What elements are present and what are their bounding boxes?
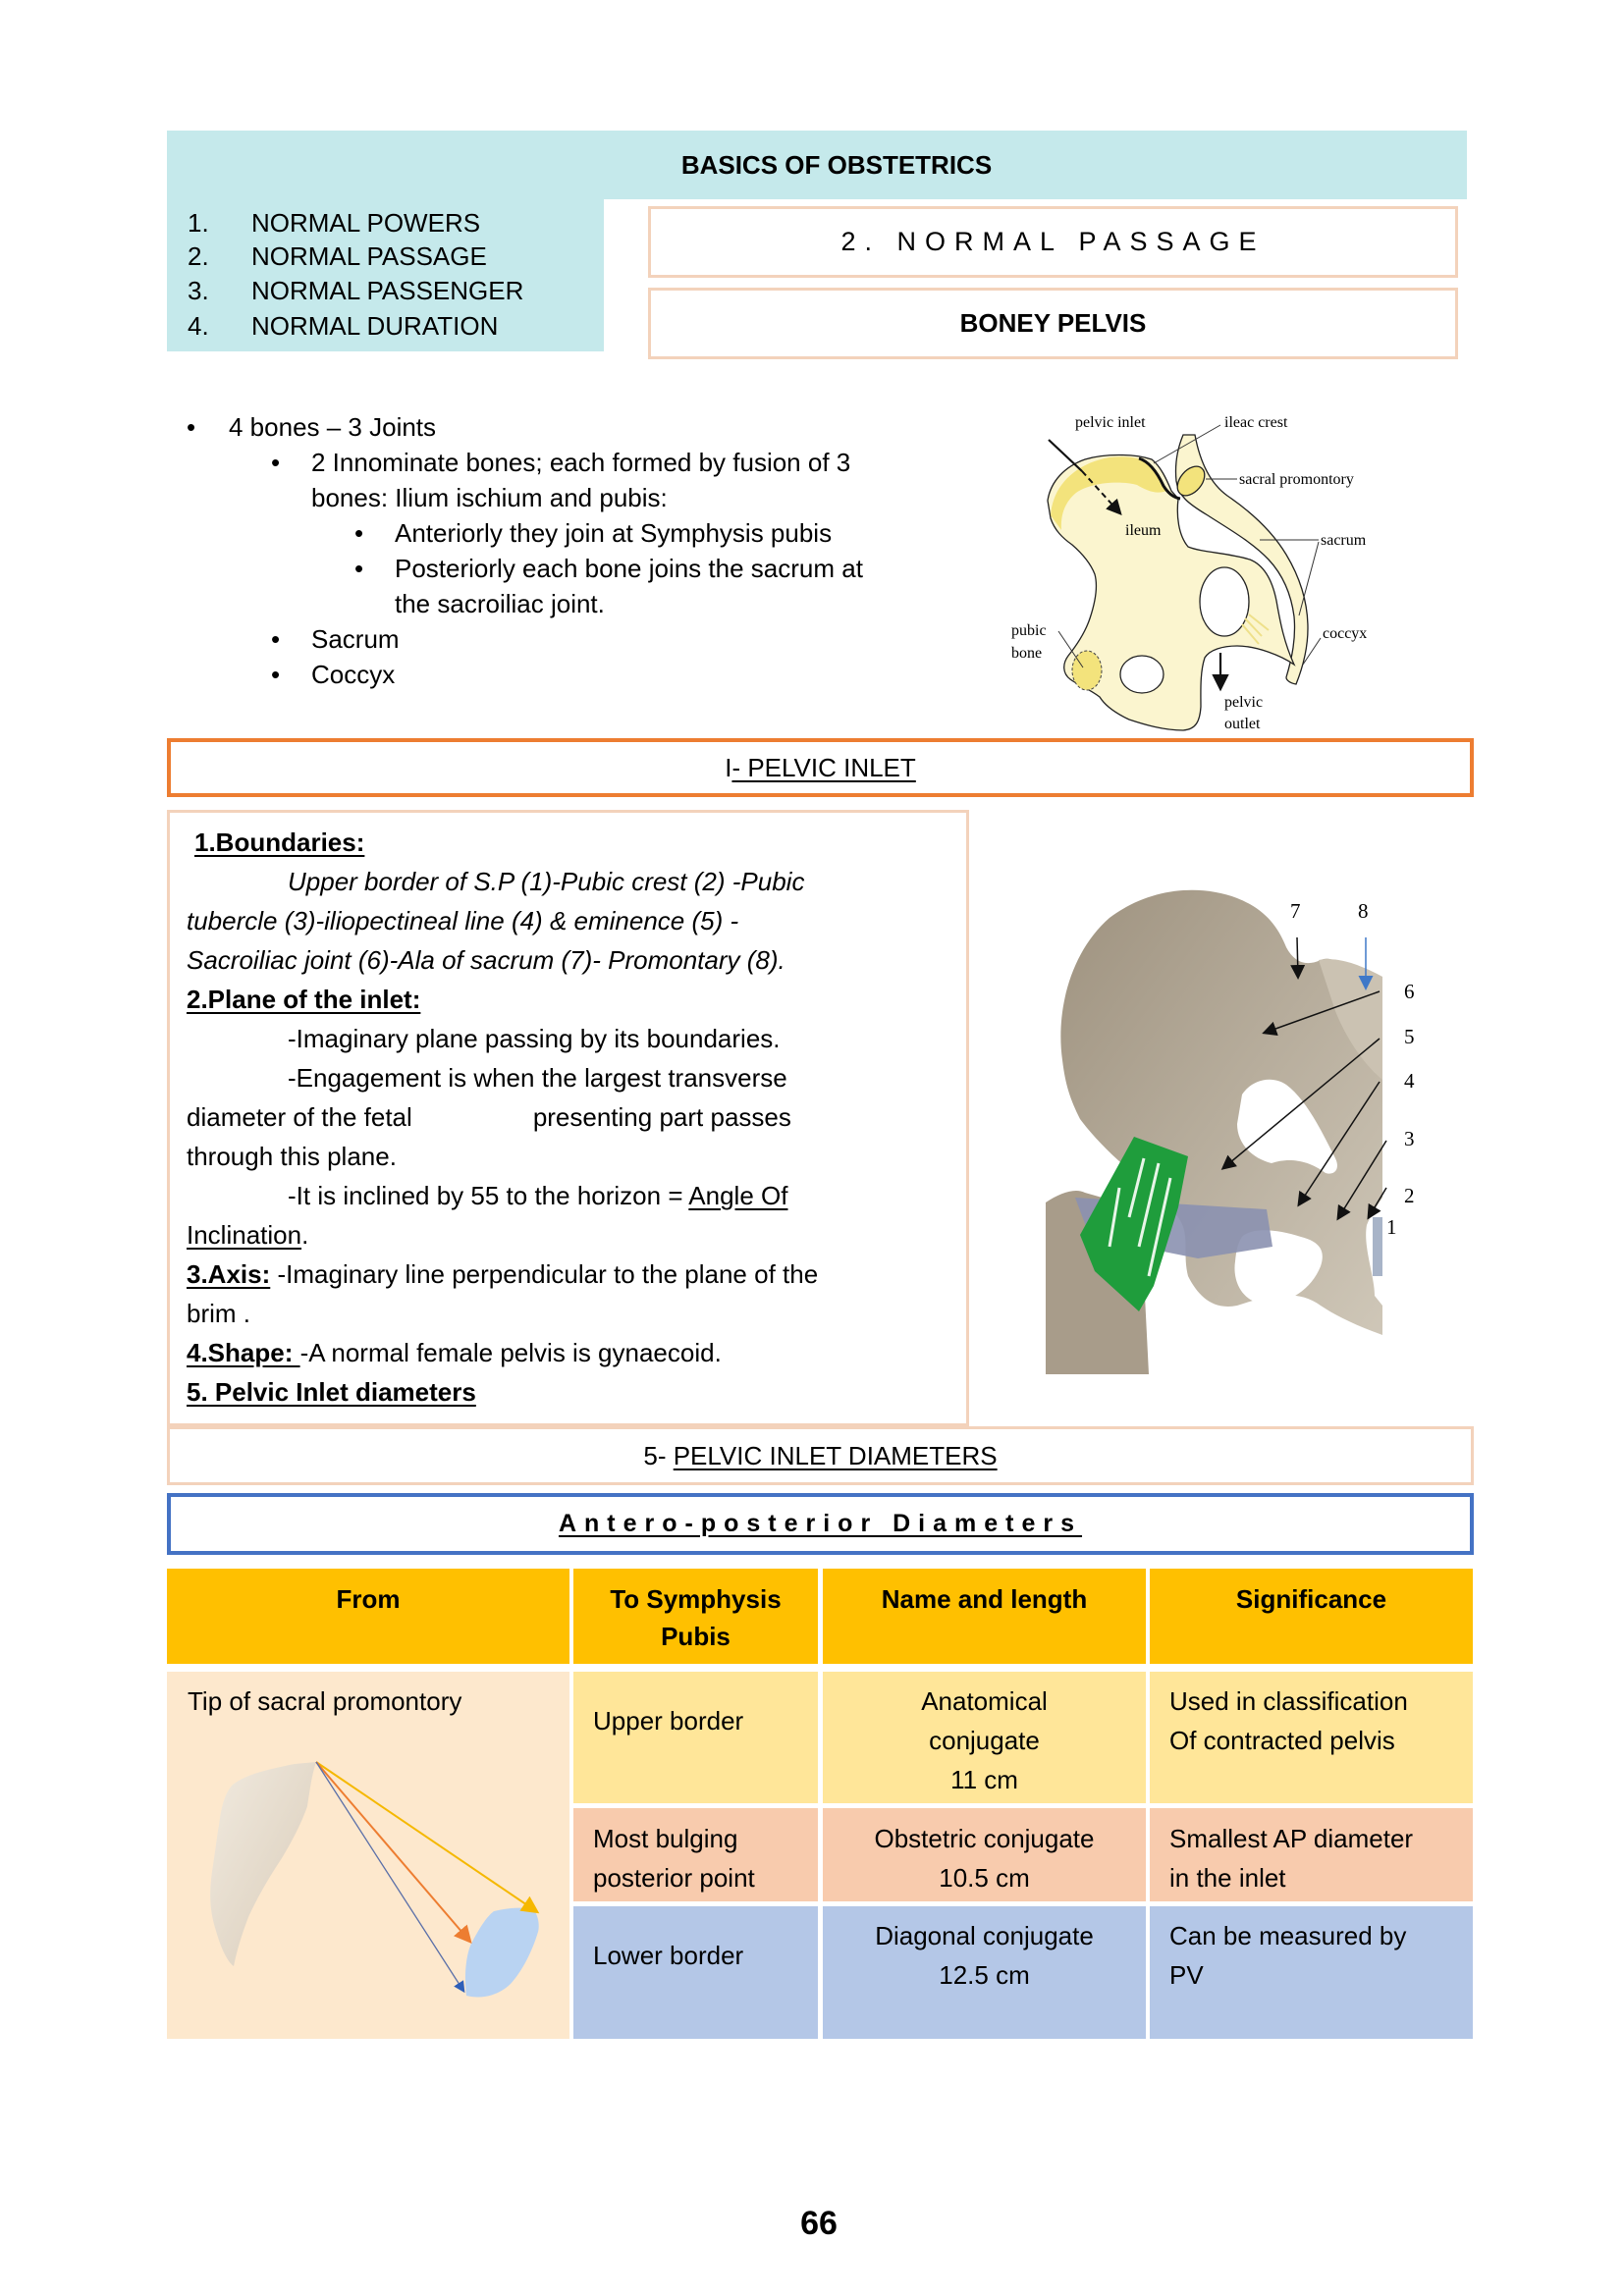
cell-line: Anatomical [921,1686,1048,1716]
cell-line: Most bulging [593,1824,738,1853]
boundaries-heading: 1.Boundaries: [194,828,365,857]
figure-label-1: 1 [1386,1215,1397,1239]
boundaries-line: Upper border of S.P (1)-Pubic crest (2) -Pubic [288,867,805,896]
sacrum-diameters-illustration [167,1672,569,2039]
cell-line: Used in classification [1169,1686,1408,1716]
cell-line: Obstetric conjugate [874,1824,1095,1853]
label-ileac-crest: ileac crest [1224,414,1288,431]
shape-heading: 4.Shape: [187,1338,300,1367]
pelvic-inlet-heading-box [167,738,1474,797]
label-pubic-bone: pubic [1011,622,1047,639]
bony-pelvis-bullets [167,409,972,704]
boundaries-line: Sacroiliac joint (6)-Ala of sacrum (7)- Promontary (8). [187,945,785,975]
hip-bone-anterior-figure [1041,864,1434,1384]
table-cell-to [573,1808,818,1901]
angle-of-inclination-term: Angle Of [688,1181,788,1210]
pelvic-inlet-details-box [167,810,969,1426]
cell-line: Can be measured by [1169,1921,1407,1950]
plane-line: -Imaginary plane passing by its boundaries. [288,1024,781,1053]
ap-diameters-heading-box [167,1493,1474,1555]
figure-label-8: 8 [1358,899,1369,923]
bullet-text: Coccyx [311,660,396,689]
punctuation: . [301,1220,309,1250]
pelvis-lateral-diagram [992,393,1404,746]
figure-label-6: 6 [1404,980,1415,1003]
table-cell-significance [1150,1906,1473,2039]
cell-line: 10.5 cm [939,1863,1030,1893]
figure-label-7: 7 [1290,899,1301,923]
boundaries-line: tubercle (3)-iliopectineal line (4) & eminence (5) - [187,906,739,935]
topic-label: NORMAL DURATION [251,311,499,341]
cell-line: 11 cm [950,1765,1018,1794]
bullet-icon: • [187,412,196,442]
table-cell-to [573,1672,818,1803]
diameters-heading: 5. Pelvic Inlet diameters [187,1377,476,1407]
table-cell-name [823,1808,1146,1901]
figure-label-4: 4 [1404,1069,1415,1093]
bullet-text: 2 Innominate bones; each formed by fusion of 3 [311,448,851,477]
table-cell-from [167,1672,569,2039]
topic-label: NORMAL PASSENGER [251,276,524,305]
figure-label-5: 5 [1404,1025,1415,1048]
label-pubic-bone: bone [1011,645,1043,662]
diameters-prefix: 5- [643,1440,674,1470]
ap-diameters-title: Antero-posterior Diameters [558,1510,1083,1537]
cell-line: Lower border [593,1941,744,1970]
topic-number: 3. [188,276,209,305]
table-header-to [573,1569,818,1664]
heading-prefix: I [725,752,732,782]
table-cell-name [823,1672,1146,1803]
cell-line: PV [1169,1960,1204,1990]
cell-line: Smallest AP diameter [1169,1824,1414,1853]
cell-line: posterior point [593,1863,755,1893]
plane-line: presenting part passes [532,1102,791,1132]
bullet-icon: • [271,660,281,689]
table-cell-name [823,1906,1146,2039]
plane-line: through this plane. [187,1142,397,1171]
axis-text: -Imaginary line perpendicular to the plane of the [270,1259,819,1289]
plane-heading: 2.Plane of the inlet: [187,985,421,1014]
label-pelvic-outlet: outlet [1224,716,1261,732]
subsection-title: BONEY PELVIS [959,308,1147,338]
diameters-section-box [167,1426,1474,1485]
pelvic-inlet-heading: - PELVIC INLET [731,752,916,782]
topic-label: NORMAL PASSAGE [251,241,487,271]
from-text: Tip of sacral promontory [188,1686,462,1716]
page-number: 66 [800,2205,838,2242]
bullet-text: 4 bones – 3 Joints [229,412,437,442]
bullet-icon: • [354,518,364,548]
bullet-text: bones: Ilium ischium and pubis: [311,483,668,512]
header-line: Pubis [661,1622,731,1651]
table-header-from: From [167,1569,569,1664]
table-header-name: Name and length [823,1569,1146,1664]
topic-number: 1. [188,208,209,238]
header-line: To Symphysis [610,1584,782,1614]
cell-line: in the inlet [1169,1863,1286,1893]
label-sacrum: sacrum [1321,532,1367,549]
label-pelvic-inlet: pelvic inlet [1075,414,1146,431]
sacrum-icon [210,1762,316,1966]
angle-of-inclination-term: Inclination [187,1220,302,1250]
section-title: 2. NORMAL PASSAGE [840,227,1266,256]
table-cell-significance [1150,1808,1473,1901]
cell-line: 12.5 cm [939,1960,1030,1990]
bullet-text: Posteriorly each bone joins the sacrum at [395,554,863,583]
header-banner [167,131,1467,199]
label-sacral-promontory: sacral promontory [1239,471,1354,488]
topic-number: 4. [188,311,209,341]
cell-line: Upper border [593,1706,744,1735]
bullet-icon: • [271,448,281,477]
cell-line: Of contracted pelvis [1169,1726,1395,1755]
pubis-icon [465,1908,539,1998]
subsection-title-box [648,288,1458,359]
bullet-icon: • [354,554,364,583]
plane-line: -Engagement is when the largest transverse [288,1063,787,1093]
bullet-text: Sacrum [311,624,400,654]
plane-line: -It is inclined by 55 to the horizon = [288,1181,689,1210]
diameters-section-title: PELVIC INLET DIAMETERS [673,1440,998,1470]
document-title: BASICS OF OBSTETRICS [680,150,993,180]
axis-text: brim . [187,1299,250,1328]
inlet-arrow [1049,440,1082,471]
section-title-box [648,206,1458,278]
table-cell-to [573,1906,818,2039]
plane-line: diameter of the fetal [187,1102,412,1132]
cell-line: conjugate [929,1726,1040,1755]
table-cell-significance [1150,1672,1473,1803]
topic-label: NORMAL POWERS [251,208,481,238]
table-header-significance: Significance [1150,1569,1473,1664]
figure-label-2: 2 [1404,1184,1415,1207]
bullet-icon: • [271,624,281,654]
figure-label-3: 3 [1404,1127,1415,1150]
topics-panel [167,199,604,351]
cell-line: Diagonal conjugate [875,1921,1094,1950]
axis-heading: 3.Axis: [187,1259,271,1289]
topic-number: 2. [188,241,209,271]
label-pelvic-outlet: pelvic [1224,694,1264,711]
bullet-text: the sacroiliac joint. [395,589,605,618]
label-ileum: ileum [1125,522,1162,539]
label-coccyx: coccyx [1323,625,1368,642]
shape-text: -A normal female pelvis is gynaecoid. [299,1338,722,1367]
bullet-text: Anteriorly they join at Symphysis pubis [395,518,833,548]
